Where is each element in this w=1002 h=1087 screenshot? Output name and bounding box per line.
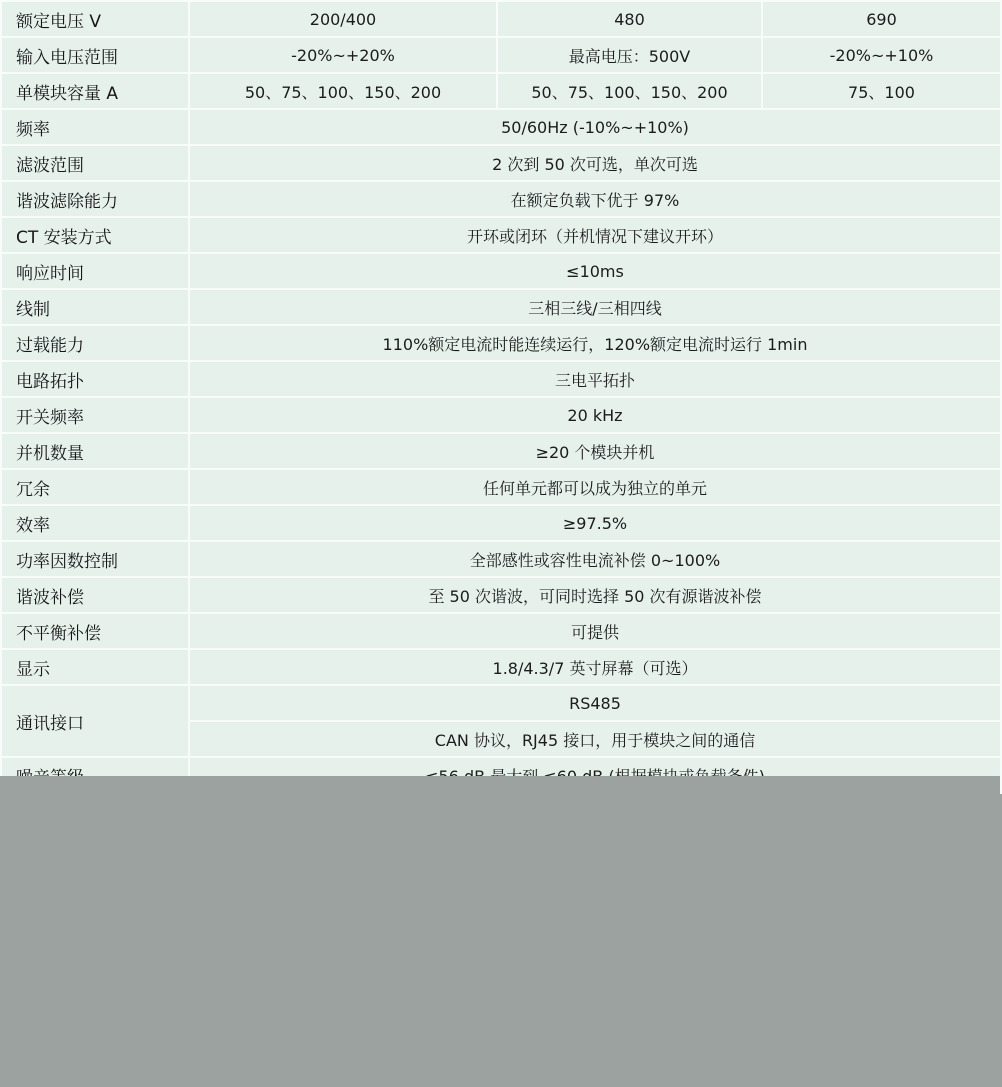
row-label: 响应时间 — [1, 253, 189, 289]
row-label: 输入电压范围 — [1, 37, 189, 73]
table-row — [1, 289, 1001, 325]
table-row — [1, 649, 1001, 685]
row-label: 功率因数控制 — [1, 541, 189, 577]
table-row — [1, 361, 1001, 397]
row-label: 开关频率 — [1, 397, 189, 433]
row-value: ≤10ms — [189, 253, 1001, 289]
row-value: 三电平拓扑 — [189, 361, 1001, 397]
row-value: RS485 — [189, 685, 1001, 721]
row-label: 并机数量 — [1, 433, 189, 469]
row-value: ≥20 个模块并机 — [189, 433, 1001, 469]
table-row — [1, 469, 1001, 505]
row-label: 滤波范围 — [1, 145, 189, 181]
table-row — [1, 73, 1001, 109]
row-value: 50/60Hz (-10%~+10%) — [189, 109, 1001, 145]
table-row — [1, 1, 1001, 37]
row-label: 通讯接口 — [1, 685, 189, 757]
blank-gray-area — [0, 776, 1000, 1087]
row-value: 690 — [762, 1, 1001, 37]
table-row — [1, 397, 1001, 433]
table-row — [1, 145, 1001, 181]
row-value: 50、75、100、150、200 — [189, 73, 497, 109]
row-label: 谐波补偿 — [1, 577, 189, 613]
row-value: 在额定负载下优于 97% — [189, 181, 1001, 217]
row-label: CT 安装方式 — [1, 217, 189, 253]
row-value: 50、75、100、150、200 — [497, 73, 762, 109]
table-row — [1, 613, 1001, 649]
row-value: 200/400 — [189, 1, 497, 37]
table-row — [1, 541, 1001, 577]
row-value: 至 50 次谐波，可同时选择 50 次有源谐波补偿 — [189, 577, 1001, 613]
row-value: 全部感性或容性电流补偿 0~100% — [189, 541, 1001, 577]
row-value: 75、100 — [762, 73, 1001, 109]
table-row — [1, 325, 1001, 361]
row-label: 显示 — [1, 649, 189, 685]
row-label: 冗余 — [1, 469, 189, 505]
row-label: 额定电压 V — [1, 1, 189, 37]
row-value: 1.8/4.3/7 英寸屏幕（可选） — [189, 649, 1001, 685]
row-value: 开环或闭环（并机情况下建议开环） — [189, 217, 1001, 253]
table-row — [1, 253, 1001, 289]
row-label: 不平衡补偿 — [1, 613, 189, 649]
row-label: 频率 — [1, 109, 189, 145]
row-value: 20 kHz — [189, 397, 1001, 433]
table-row — [1, 433, 1001, 469]
row-value: 任何单元都可以成为独立的单元 — [189, 469, 1001, 505]
table-row — [1, 37, 1001, 73]
row-label: 电路拓扑 — [1, 361, 189, 397]
table-row — [1, 577, 1001, 613]
row-value: 可提供 — [189, 613, 1001, 649]
row-label: 谐波滤除能力 — [1, 181, 189, 217]
table-row — [1, 109, 1001, 145]
row-label: 单模块容量 A — [1, 73, 189, 109]
table-row — [1, 685, 1001, 721]
table-row — [1, 505, 1001, 541]
table-row — [1, 181, 1001, 217]
row-label: 效率 — [1, 505, 189, 541]
row-value: 最高电压：500V — [497, 37, 762, 73]
row-value: 110%额定电流时能连续运行，120%额定电流时运行 1min — [189, 325, 1001, 361]
row-label: 线制 — [1, 289, 189, 325]
row-value: -20%~+10% — [762, 37, 1001, 73]
row-value: 三相三线/三相四线 — [189, 289, 1001, 325]
row-label: 过载能力 — [1, 325, 189, 361]
row-value: -20%~+20% — [189, 37, 497, 73]
table-row — [1, 217, 1001, 253]
row-value: 2 次到 50 次可选，单次可选 — [189, 145, 1001, 181]
row-value: 480 — [497, 1, 762, 37]
row-value: ≥97.5% — [189, 505, 1001, 541]
row-value: CAN 协议，RJ45 接口，用于模块之间的通信 — [189, 721, 1001, 757]
